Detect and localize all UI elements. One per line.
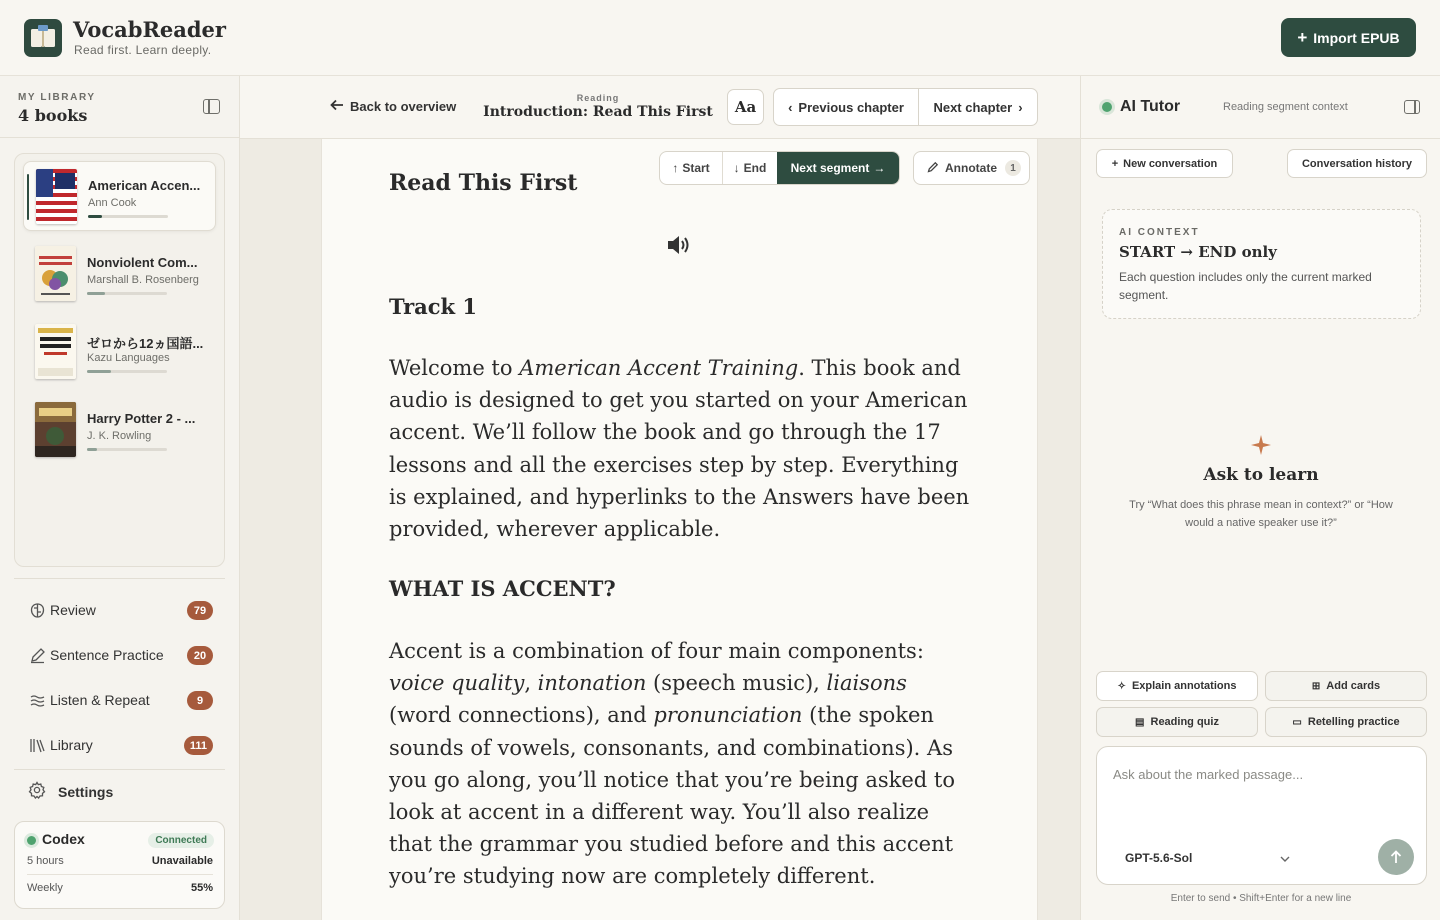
ai-tutor-panel xyxy=(1080,76,1440,920)
book-progress xyxy=(88,215,168,218)
chevron-right-icon: › xyxy=(1018,99,1023,115)
new-conversation-button[interactable] xyxy=(1096,149,1233,178)
back-label: Back to overview xyxy=(350,99,457,114)
divider xyxy=(27,874,213,875)
codex-row-value: Unavailable xyxy=(151,855,213,867)
book-item-zero-12[interactable] xyxy=(23,317,216,387)
book-author: Ann Cook xyxy=(88,197,137,209)
reading-eyebrow: Reading xyxy=(576,93,620,103)
library-eyebrow: MY LIBRARY xyxy=(18,92,96,103)
book-progress xyxy=(87,292,167,295)
reading-quiz-button[interactable] xyxy=(1096,707,1258,737)
sparkle-icon: ✧ xyxy=(1117,680,1126,692)
chat-icon: ▭ xyxy=(1292,716,1302,728)
gear-icon xyxy=(28,781,46,802)
active-indicator xyxy=(27,174,29,220)
divider xyxy=(14,769,225,770)
model-select[interactable] xyxy=(1125,851,1290,865)
panel-collapse-icon[interactable] xyxy=(1404,100,1420,114)
codex-usage-row xyxy=(27,855,213,867)
action-label: Retelling practice xyxy=(1307,716,1400,728)
book-cover-harry-potter xyxy=(35,402,76,457)
track-heading: Track 1 xyxy=(389,294,478,319)
review-count-badge: 79 xyxy=(187,601,213,620)
chapter-navigation xyxy=(773,88,1038,126)
book-item-nonviolent[interactable] xyxy=(23,239,216,309)
action-label: Explain annotations xyxy=(1131,680,1237,692)
book-author: Kazu Languages xyxy=(87,352,170,364)
plus-icon: + xyxy=(1111,157,1119,170)
book-logo-icon xyxy=(29,25,57,51)
book-list xyxy=(14,153,225,567)
plus-icon: + xyxy=(1297,28,1308,47)
previous-chapter-label: Previous chapter xyxy=(798,99,904,115)
book-progress xyxy=(87,370,167,373)
ai-context-card xyxy=(1102,209,1421,319)
book-cover-zero-12 xyxy=(35,324,76,379)
book-title: ゼロから12ヵ国語... xyxy=(87,336,204,351)
book-cover-american-accent xyxy=(36,169,77,224)
model-name: GPT-5.6-Sol xyxy=(1125,851,1193,865)
chevron-down-icon xyxy=(1280,851,1290,865)
sparkle-icon xyxy=(1250,434,1272,456)
import-epub-button[interactable] xyxy=(1281,18,1416,57)
paragraph-welcome: Welcome to American Accent Training. This book and audio is designed to get you started on your American accent. We’ll follow the book and go through the 17 lessons and all the exercises step by step. Everything is explained, and hyperlinks to the Answers have been provided, wherever applicable. xyxy=(389,356,970,542)
nav-item-review[interactable] xyxy=(28,597,218,623)
new-conversation-label: New conversation xyxy=(1123,157,1218,170)
sentence-count-badge: 20 xyxy=(187,646,213,665)
tutor-header xyxy=(1081,76,1440,139)
context-title: START → END only xyxy=(1119,243,1277,261)
book-title: Nonviolent Com... xyxy=(87,255,198,270)
app-name: VocabReader xyxy=(73,17,226,42)
waves-icon xyxy=(28,691,46,709)
codex-row-label: Weekly xyxy=(27,882,63,894)
next-segment-button[interactable] xyxy=(777,152,899,184)
next-segment-label: Next segment xyxy=(790,161,870,175)
tutor-subtitle: Reading segment context xyxy=(1223,101,1348,113)
font-settings-button[interactable]: Aa xyxy=(727,89,764,125)
listen-count-badge: 9 xyxy=(187,691,213,710)
paragraph-accent: Accent is a combination of four main components: voice quality, intonation (speech music), liaisons (word connections), and pronunciation (the spoken sounds of vowels, consonants, and combinations). As you go along, you’ll notice that you’re being asked to look at accent in a different way. You’ll also realize that the grammar you studied before and this accent you’re studying now are completely different. xyxy=(389,639,955,889)
status-dot xyxy=(27,836,36,845)
book-item-harry-potter[interactable] xyxy=(23,395,216,465)
codex-name: Codex xyxy=(42,831,85,847)
nav-item-library[interactable] xyxy=(28,732,218,758)
chevron-left-icon: ‹ xyxy=(788,99,793,115)
nav-item-label: Listen & Repeat xyxy=(50,692,150,708)
settings-button[interactable] xyxy=(28,781,113,802)
speaker-icon[interactable] xyxy=(666,233,692,257)
app-logo xyxy=(24,19,62,57)
library-header xyxy=(0,76,239,138)
import-epub-label: Import EPUB xyxy=(1313,29,1400,46)
divider xyxy=(14,578,225,579)
document-icon: ▤ xyxy=(1135,716,1145,728)
nav-item-label: Library xyxy=(50,737,93,753)
arrow-down-icon: ↓ xyxy=(733,161,740,175)
add-cards-button[interactable] xyxy=(1265,671,1427,701)
next-chapter-label: Next chapter xyxy=(933,99,1013,115)
segment-end-label: End xyxy=(743,161,767,175)
app-header xyxy=(0,0,1440,76)
message-composer xyxy=(1096,746,1427,885)
empty-state-description: Try “What does this phrase mean in context?” or “How would a native speaker use it?” xyxy=(1129,499,1393,529)
segment-controls xyxy=(659,151,900,185)
status-badge: Connected xyxy=(148,833,214,848)
reader-toolbar xyxy=(240,76,1080,139)
send-button[interactable] xyxy=(1378,839,1414,875)
annotate-label: Annotate xyxy=(945,161,997,175)
back-to-overview-link[interactable] xyxy=(330,99,456,114)
codex-row-value: 55% xyxy=(190,882,213,894)
action-label: Add cards xyxy=(1326,680,1381,692)
nav-item-listen-repeat[interactable] xyxy=(28,687,218,713)
status-dot xyxy=(1102,102,1112,112)
composer-hint: Enter to send • Shift+Enter for a new line xyxy=(1170,893,1352,904)
book-item-american-accent[interactable] xyxy=(23,161,216,231)
annotate-button[interactable] xyxy=(913,151,1030,185)
book-title: American Accen... xyxy=(88,178,201,193)
books-icon xyxy=(28,736,46,754)
next-chapter-button[interactable] xyxy=(919,89,1037,125)
conversation-history-button[interactable]: Conversation history xyxy=(1287,149,1427,178)
nav-item-sentence-practice[interactable] xyxy=(28,642,218,668)
book-cover-nonviolent xyxy=(35,246,76,301)
settings-label: Settings xyxy=(58,783,114,800)
empty-state-title: Ask to learn xyxy=(1203,465,1319,485)
arrow-left-icon xyxy=(330,99,344,114)
context-description: Each question includes only the current marked segment. xyxy=(1119,270,1372,302)
codex-usage-row xyxy=(27,882,213,894)
book-author: Marshall B. Rosenberg xyxy=(87,274,199,286)
segment-end-button[interactable] xyxy=(723,152,777,184)
pencil-icon xyxy=(927,161,939,176)
document-heading: Read This First xyxy=(389,170,578,196)
action-label: Reading quiz xyxy=(1150,716,1219,728)
segment-start-button[interactable] xyxy=(660,152,723,184)
previous-chapter-button[interactable] xyxy=(774,89,919,125)
pencil-icon xyxy=(28,646,46,664)
app-tagline: Read first. Learn deeply. xyxy=(74,43,212,57)
chapter-title: Introduction: Read This First xyxy=(483,104,713,120)
library-count: 4 books xyxy=(18,106,88,125)
arrow-right-icon: → xyxy=(873,161,886,175)
book-progress xyxy=(87,448,167,451)
nav-item-label: Review xyxy=(50,602,96,618)
annotate-count-badge: 1 xyxy=(1005,160,1021,176)
brain-icon xyxy=(28,601,46,619)
book-author: J. K. Rowling xyxy=(87,430,152,442)
explain-annotations-button[interactable] xyxy=(1096,671,1258,701)
codex-row-label: 5 hours xyxy=(27,855,64,867)
retelling-practice-button[interactable] xyxy=(1265,707,1427,737)
arrow-up-icon xyxy=(1390,850,1402,864)
book-title: Harry Potter 2 - ... xyxy=(87,411,196,426)
nav-item-label: Sentence Practice xyxy=(50,647,164,663)
library-count-badge: 111 xyxy=(184,736,213,755)
card-plus-icon: ⊞ xyxy=(1311,680,1321,692)
arrow-up-icon: ↑ xyxy=(672,161,679,175)
segment-start-label: Start xyxy=(682,161,710,175)
codex-status-card xyxy=(14,821,225,909)
tutor-title: AI Tutor xyxy=(1120,98,1181,115)
sidebar-collapse-icon[interactable] xyxy=(203,99,220,114)
context-eyebrow: AI CONTEXT xyxy=(1119,227,1200,238)
sidebar xyxy=(0,76,240,920)
message-input[interactable]: Ask about the marked passage... xyxy=(1113,767,1304,782)
section-heading: WHAT IS ACCENT? xyxy=(389,576,616,601)
